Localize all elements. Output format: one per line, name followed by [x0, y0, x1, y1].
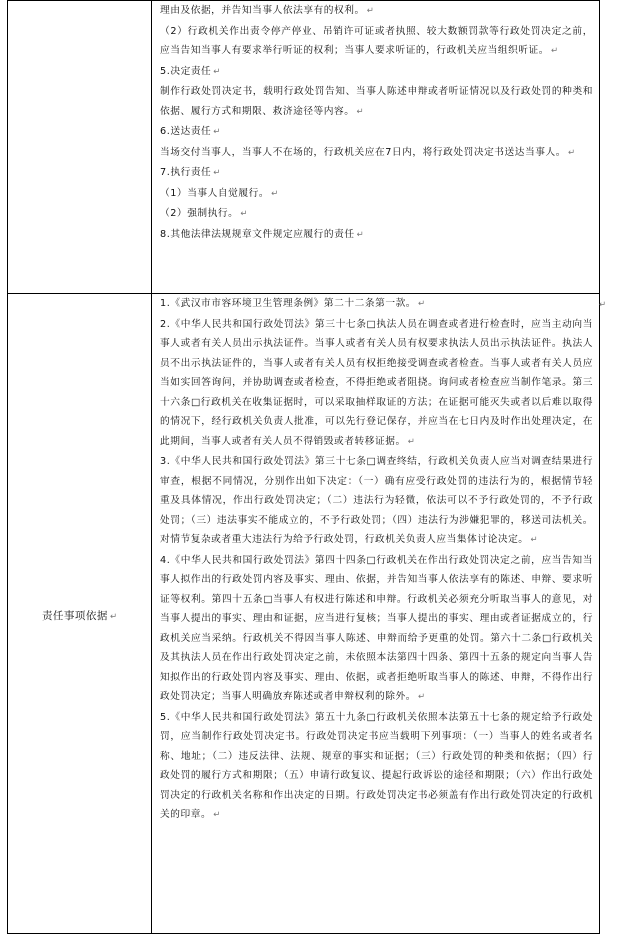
- paragraph-mark-icon: ↵: [530, 535, 539, 545]
- paragraph-mark-icon: ↵: [366, 6, 375, 16]
- paragraph-mark-icon: ↵: [109, 612, 118, 622]
- paragraph-mark-icon: ↵: [551, 46, 559, 56]
- row2-content-cell: [152, 294, 600, 934]
- paragraph: [160, 551, 593, 708]
- responsibility-table: [7, 0, 600, 934]
- row1-content: [160, 1, 593, 245]
- paragraph-mark-icon: ↵: [213, 810, 221, 820]
- paragraph: [160, 82, 593, 122]
- table-row: [8, 294, 600, 934]
- paragraph: [160, 452, 593, 551]
- paragraph: [160, 294, 593, 315]
- paragraph-text: （2）强制执行。: [160, 208, 239, 219]
- row2-label-cell: [8, 294, 152, 934]
- paragraph-text: 4.《中华人民共和国行政处罚法》第四十四条□行政机关在作出行政处罚决定之前，应当告知当事人拟作出的行政处罚内容及事实、理由、依据，并告知当事人依法享有的陈述、申辩、要求听证等权利。第四十五条□当事人有权进行陈述和申辩。行政机关必须充分听取当事人的意见，对当事人提出的事实、理由和证据，应当进行复核；当事人提出的事实、理由或者证据成立的，行政机关应当采纳。行政机关不得因当事人陈述、申辩而给予更重的处罚。第六十二条□行政机关及其执法人员在作出行政处罚决定之前，未依照本法第四十四条、第四十五条的规定向当事人告知拟作出的行政处罚内容及事实、理由、依据，或者拒绝听取当事人的陈述、申辩，不得作出行政处罚决定；当事人明确放弃陈述或者申辩权利的除外。: [160, 554, 593, 702]
- paragraph-mark-icon: ↵: [418, 299, 426, 309]
- paragraph-mark-icon: ↵: [417, 692, 426, 702]
- paragraph-text: 制作行政处罚决定书，载明行政处罚告知、当事人陈述申辩或者听证情况以及行政处罚的种类和依据、履行方式和期限、救济途径等内容。: [160, 86, 593, 117]
- paragraph-text: 7.执行责任: [160, 167, 212, 178]
- paragraph: [160, 184, 593, 205]
- paragraph: [160, 315, 593, 453]
- paragraph: [160, 122, 593, 143]
- paragraph-mark-icon: ↵: [356, 229, 365, 240]
- paragraph: [160, 1, 593, 22]
- paragraph-text: 5.《中华人民共和国行政处罚法》第五十九条□行政机关依照本法第五十七条的规定给予行政处罚，应当制作行政处罚决定书。行政处罚决定书应当载明下列事项：（一）当事人的姓名或者名称、地址；（二）违反法律、法规、规章的事实和证据；（三）行政处罚的种类和依据；（四）行政处罚的履行方式和期限；（五）申请行政复议、提起行政诉讼的途径和期限；（六）作出行政处罚决定的行政机关名称和作出决定的日期。行政处罚决定书必须盖有作出行政处罚决定的行政机关的印章。: [160, 711, 593, 820]
- paragraph-text: 6.送达责任: [160, 126, 212, 137]
- row1-label-cell: [8, 1, 152, 294]
- paragraph-mark-icon: ↵: [356, 106, 365, 117]
- paragraph-mark-icon: ↵: [271, 188, 279, 199]
- paragraph-text: （1）当事人自觉履行。: [160, 187, 270, 199]
- paragraph-mark-icon: ↵: [567, 147, 576, 158]
- row1-content-cell: [152, 1, 600, 294]
- paragraph-text: 1.《武汉市市容环境卫生管理条例》第二十二条第一款。: [160, 298, 417, 309]
- paragraph-text: （2）行政机关作出责令停产停业、吊销许可证或者执照、较大数额罚款等行政处罚决定之前，应当告知当事人有要求举行听证的权利；当事人要求听证的，行政机关应当组织听证。: [160, 25, 593, 56]
- paragraph-text: 2.《中华人民共和国行政处罚法》第三十七条□执法人员在调查或者进行检查时，应当主动向当事人或者有关人员出示执法证件。当事人或者有关人员有权要求执法人员出示执法证件。执法人员不出示执法证件的，当事人或者有关人员有权拒绝接受调查或者检查。当事人或者有关人员应当如实回答询问，并协助调查或者检查，不得拒绝或者阻挠。询问或者检查应当制作笔录。第三十六条□行政机关在收集证据时，可以采取抽样取证的方法；在证据可能灭失或者以后难以取得的情况下，经行政机关负责人批准，可以先行登记保存，并应当在七日内及时作出处理决定，在此期间，当事人或者有关人员不得销毁或者转移证据。: [160, 318, 593, 447]
- paragraph: [160, 708, 593, 826]
- paragraph-text: 当场交付当事人，当事人不在场的，行政机关应在7日内，将行政处罚决定书送达当事人。: [160, 146, 566, 158]
- paragraph-mark-icon: ↵: [240, 209, 249, 219]
- row2-content: [160, 294, 593, 826]
- paragraph-text: 3.《中华人民共和国行政处罚法》第三十七条□调查终结，行政机关负责人应当对调查结果进行审查，根据不同情况，分别作出如下决定：（一）确有应受行政处罚的违法行为的，根据情节轻重及具体情况，作出行政处罚决定；（二）违法行为轻微，依法可以不予行政处罚的，不予行政处罚；（三）违法事实不能成立的，不予行政处罚；（四）违法行为涉嫌犯罪的，移送司法机关。对情节复杂或者重大违法行为给予行政处罚，行政机关负责人应当集体讨论决定。: [160, 456, 593, 545]
- paragraph-text: 理由及依据，并告知当事人依法享有的权利。: [160, 5, 365, 16]
- paragraph-mark-icon: ↵: [213, 66, 221, 77]
- paragraph-text: 8.其他法律法规规章文件规定应履行的责任: [160, 228, 355, 240]
- cell-end-mark-icon: ↵: [599, 300, 607, 310]
- paragraph: [160, 143, 593, 164]
- table-row: [8, 1, 600, 294]
- paragraph-mark-icon: ↵: [213, 127, 221, 137]
- paragraph-mark-icon: ↵: [213, 168, 221, 178]
- row2-label: 责任事项依据: [41, 610, 108, 622]
- paragraph: [160, 62, 593, 83]
- paragraph-mark-icon: ↵: [407, 436, 416, 447]
- paragraph-text: 5.决定责任: [160, 65, 212, 77]
- paragraph: [160, 204, 593, 225]
- paragraph: [160, 163, 593, 184]
- paragraph: [160, 225, 593, 246]
- paragraph: [160, 22, 593, 62]
